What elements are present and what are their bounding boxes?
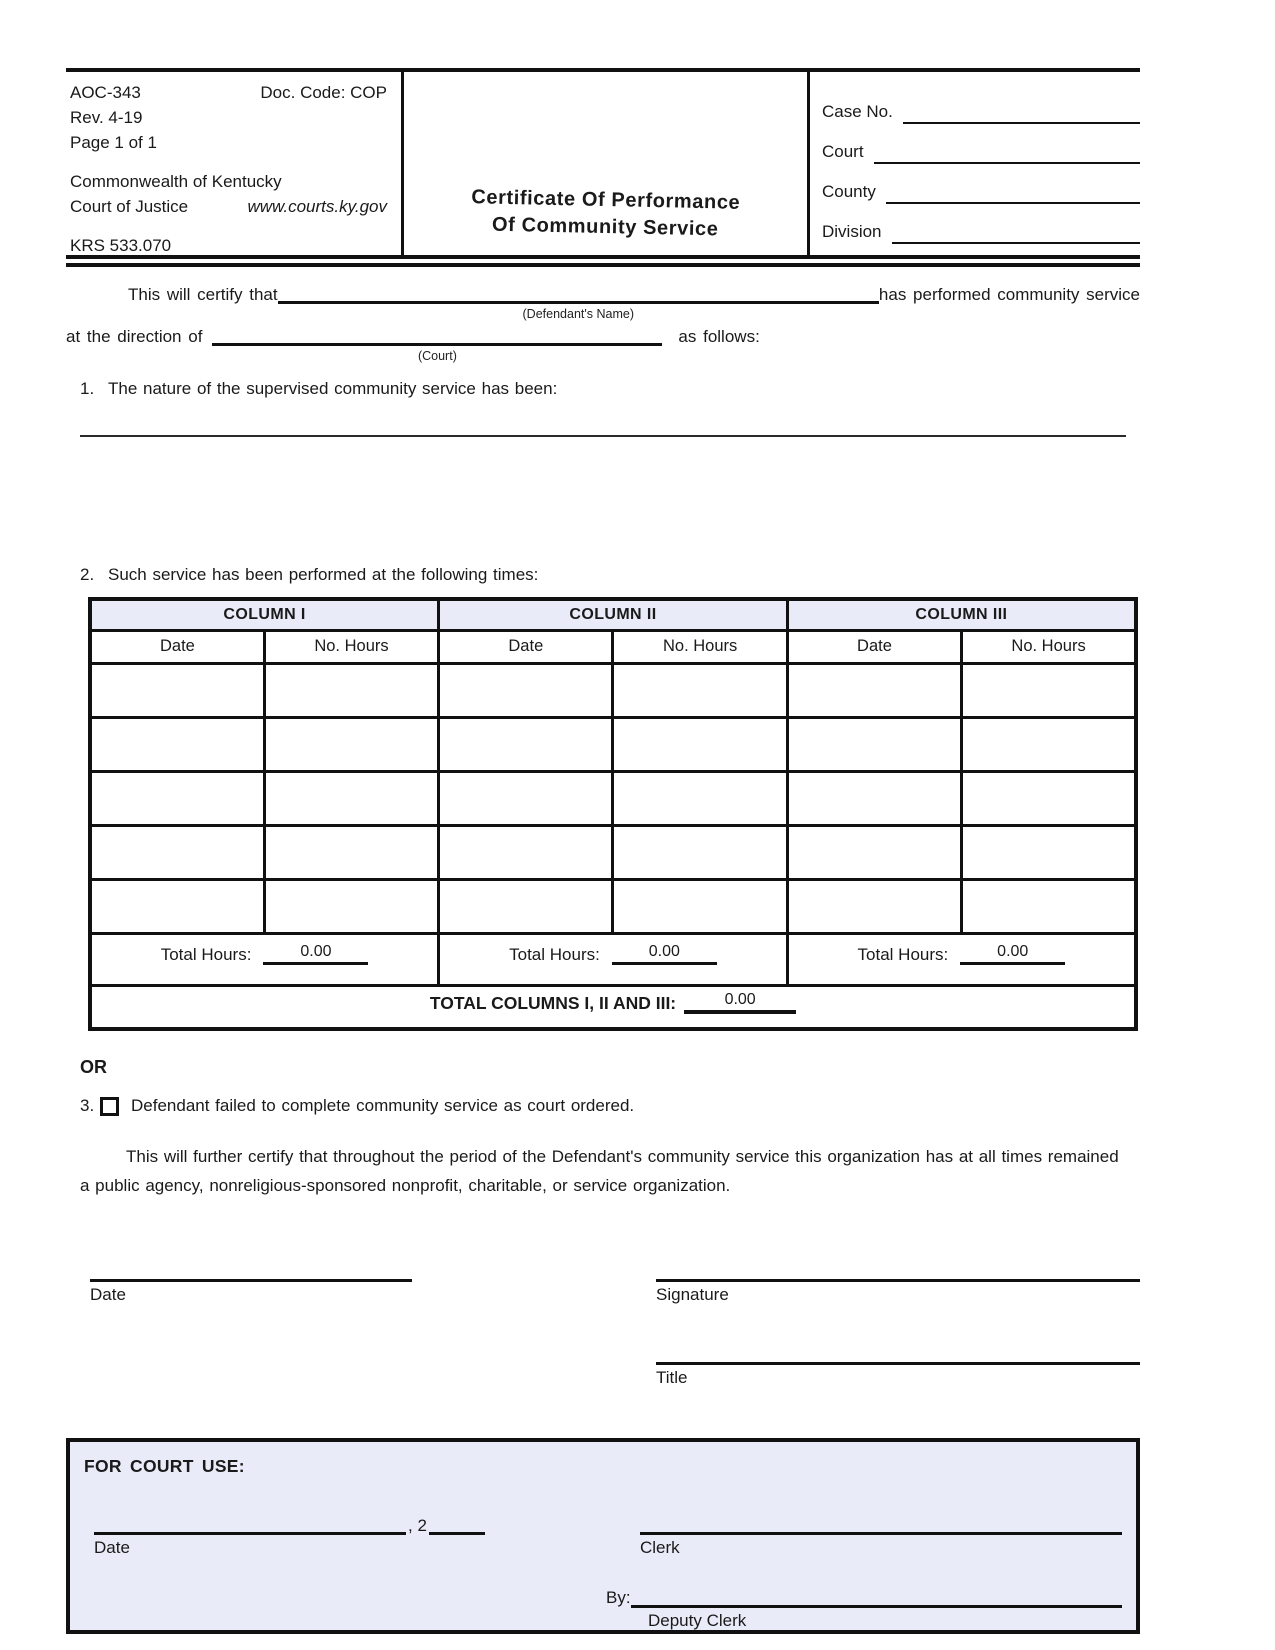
total-hours-col3-value[interactable]: 0.00 (960, 943, 1065, 965)
date-cell[interactable] (90, 825, 264, 879)
item-3 (80, 1094, 1140, 1118)
total-hours-col2-value[interactable]: 0.00 (612, 943, 717, 965)
court-year-field[interactable] (429, 1515, 485, 1535)
deputy-clerk-label: Deputy Clerk (648, 1611, 747, 1630)
certify-intro: This will certify that (128, 285, 278, 304)
clerk-label: Clerk (640, 1538, 680, 1557)
direction-court-field[interactable] (212, 325, 662, 346)
hours-cell[interactable] (264, 717, 438, 771)
case-info-block (807, 72, 1140, 255)
table-row (90, 825, 1136, 879)
form-revision: Rev. 4-19 (70, 108, 143, 127)
clerk-field[interactable] (640, 1515, 1122, 1535)
date-cell[interactable] (787, 825, 961, 879)
form-title (470, 184, 740, 244)
certify-follows: as follows: (678, 327, 760, 346)
deputy-clerk-field[interactable] (631, 1588, 1122, 1608)
certify-performed: has performed community service (878, 285, 1140, 304)
by-label: By: (606, 1588, 631, 1607)
case-no-field[interactable] (903, 102, 1140, 124)
case-no-label: Case No. (822, 102, 893, 121)
certification-statement (66, 283, 1140, 363)
hours-cell[interactable] (613, 663, 787, 717)
division-field[interactable] (892, 222, 1140, 244)
doc-code: Doc. Code: COP (260, 83, 387, 102)
hours-cell[interactable] (962, 825, 1136, 879)
form-page-count: Page 1 of 1 (70, 133, 157, 152)
item-1 (80, 377, 1140, 401)
court-label: Court (822, 142, 864, 161)
date-cell[interactable] (787, 771, 961, 825)
date-cell[interactable] (787, 717, 961, 771)
court-date-label: Date (94, 1538, 130, 1557)
hours-header: No. Hours (264, 630, 438, 663)
date-cell[interactable] (439, 825, 613, 879)
form-title-line2: Of Community Service (491, 213, 719, 241)
nature-of-service-writing-space[interactable] (66, 437, 1140, 563)
court-of-justice-line: Court of Justice (70, 197, 189, 216)
column-header-row (90, 599, 1136, 630)
hours-cell[interactable] (264, 879, 438, 933)
for-court-use-box (66, 1438, 1140, 1634)
form-id-block (66, 72, 404, 255)
date-label: Date (90, 1285, 126, 1304)
date-cell[interactable] (787, 879, 961, 933)
further-certify-paragraph: This will further certify that throughout the period of the Defendant's community service this organization has at all times remained a public agency, nonreligious-sponsored nonprofit, charitable, or service organization. (80, 1147, 1119, 1195)
grand-total-label: TOTAL COLUMNS I, II AND III: (429, 993, 677, 1014)
total-hours-label: Total Hours: (509, 945, 600, 964)
title-block (404, 72, 807, 255)
sub-header-row (90, 630, 1136, 663)
hours-header: No. Hours (962, 630, 1136, 663)
item-1-text: The nature of the supervised community service has been: (108, 379, 558, 398)
form-title-line1: Certificate Of Performance (471, 186, 741, 214)
court-field[interactable] (874, 142, 1140, 164)
column-iii-header: COLUMN III (787, 599, 1136, 630)
date-cell[interactable] (90, 879, 264, 933)
date-header: Date (439, 630, 613, 663)
signature-label: Signature (656, 1285, 729, 1304)
commonwealth-line: Commonwealth of Kentucky (70, 172, 282, 191)
statute-reference: KRS 533.070 (70, 236, 172, 255)
date-cell[interactable] (90, 717, 264, 771)
hours-cell[interactable] (962, 879, 1136, 933)
hours-cell[interactable] (613, 825, 787, 879)
total-hours-col1-value[interactable]: 0.00 (263, 943, 368, 965)
court-date-field[interactable] (94, 1515, 406, 1535)
table-row (90, 879, 1136, 933)
county-label: County (822, 182, 876, 201)
item-2-number: 2. (80, 565, 95, 584)
item-3-text: Defendant failed to complete community service as court ordered. (131, 1096, 635, 1115)
county-field[interactable] (886, 182, 1140, 204)
or-label: OR (80, 1057, 107, 1077)
date-cell[interactable] (439, 771, 613, 825)
hours-cell[interactable] (962, 717, 1136, 771)
column-i-header: COLUMN I (90, 599, 439, 630)
defendant-name-field[interactable] (278, 283, 879, 304)
form-header (66, 72, 1140, 255)
signature-area (66, 1260, 1140, 1388)
for-court-use-heading: FOR COURT USE: (84, 1456, 245, 1476)
hours-cell[interactable] (264, 825, 438, 879)
hours-cell[interactable] (962, 771, 1136, 825)
item-3-number: 3. (80, 1096, 95, 1115)
year-prefix: , 2 (408, 1516, 427, 1535)
division-label: Division (822, 222, 882, 241)
hours-cell[interactable] (962, 663, 1136, 717)
table-row (90, 717, 1136, 771)
title-label: Title (656, 1368, 688, 1387)
date-cell[interactable] (90, 663, 264, 717)
hours-header: No. Hours (613, 630, 787, 663)
total-hours-label: Total Hours: (160, 945, 252, 964)
hours-cell[interactable] (613, 879, 787, 933)
signature-field[interactable] (656, 1260, 1140, 1282)
court-caption: (Court) (417, 349, 457, 363)
hours-cell[interactable] (264, 663, 438, 717)
total-hours-label: Total Hours: (857, 945, 949, 964)
date-cell[interactable] (439, 717, 613, 771)
hours-cell[interactable] (613, 717, 787, 771)
date-field[interactable] (90, 1260, 412, 1282)
item-1-number: 1. (80, 379, 95, 398)
court-website: www.courts.ky.gov (247, 197, 387, 216)
form-number: AOC-343 (70, 83, 141, 102)
title-field[interactable] (656, 1343, 1140, 1365)
table-row (90, 663, 1136, 717)
defendant-name-caption: (Defendant's Name) (522, 307, 634, 321)
item-2 (80, 563, 1140, 587)
column-ii-header: COLUMN II (439, 599, 788, 630)
table-row (90, 771, 1136, 825)
date-header: Date (90, 630, 264, 663)
date-cell[interactable] (787, 663, 961, 717)
item-2-text: Such service has been performed at the following times: (108, 565, 539, 584)
grand-total-value[interactable]: 0.00 (684, 991, 796, 1014)
date-cell[interactable] (439, 879, 613, 933)
service-hours-table (88, 597, 1138, 1031)
date-cell[interactable] (90, 771, 264, 825)
failed-to-complete-checkbox[interactable] (100, 1097, 119, 1116)
date-header: Date (787, 630, 961, 663)
total-hours-row (90, 933, 1136, 985)
grand-total-row (90, 985, 1136, 1029)
date-cell[interactable] (439, 663, 613, 717)
hours-cell[interactable] (264, 771, 438, 825)
hours-cell[interactable] (613, 771, 787, 825)
certify-direction: at the direction of (66, 327, 203, 346)
